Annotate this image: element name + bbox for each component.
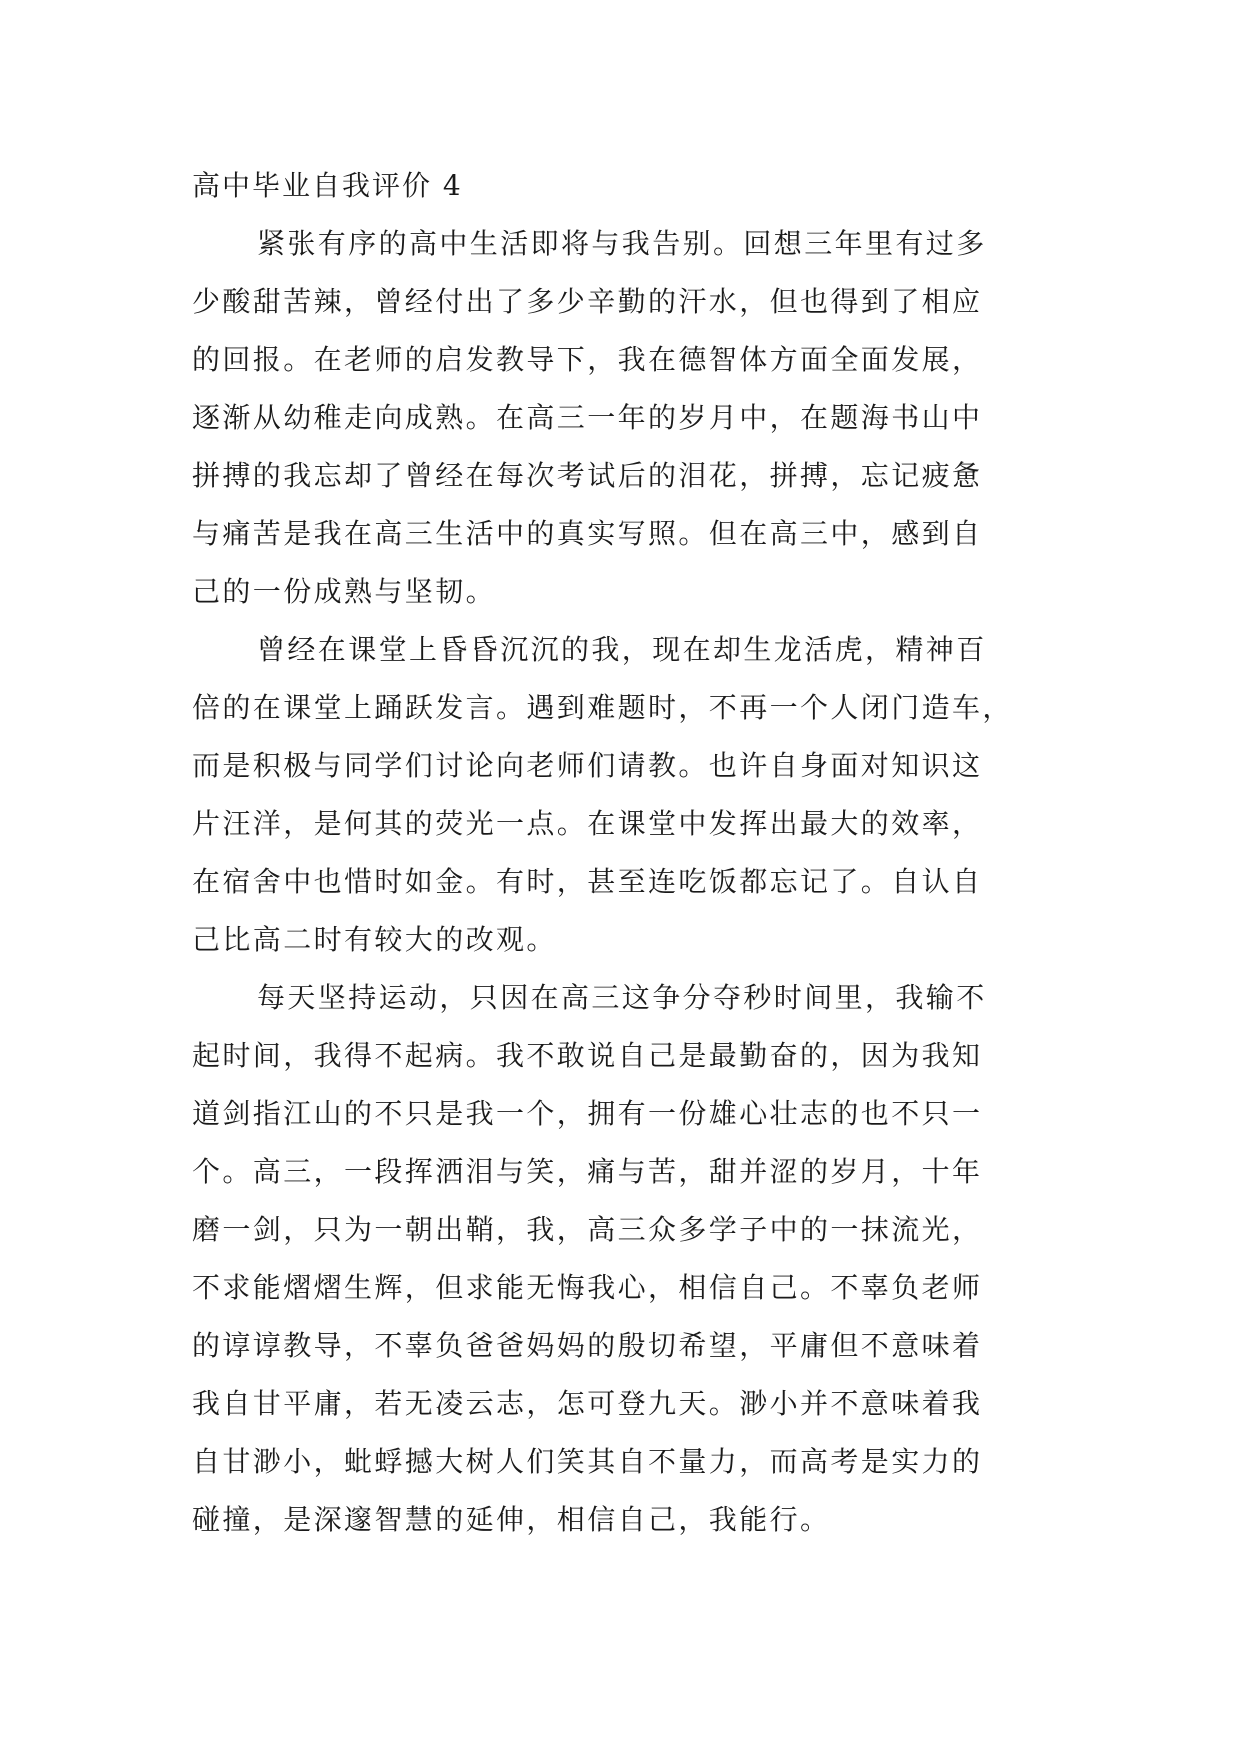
paragraph-line: 个。高三，一段挥洒泪与笑，痛与苦，甜并涩的岁月，十年 — [192, 1155, 983, 1188]
paragraph-line: 道剑指江山的不只是我一个，拥有一份雄心壮志的也不只一 — [192, 1097, 983, 1130]
paragraph-line: 逐渐从幼稚走向成熟。在高三一年的岁月中，在题海书山中 — [192, 401, 983, 434]
paragraph-line: 不求能熠熠生辉，但求能无悔我心，相信自己。不辜负老师 — [192, 1271, 983, 1304]
paragraph-line: 在宿舍中也惜时如金。有时，甚至连吃饭都忘记了。自认自 — [192, 865, 983, 898]
paragraph-line: 的谆谆教导，不辜负爸爸妈妈的殷切希望，平庸但不意味着 — [192, 1329, 983, 1362]
paragraph-line: 自甘渺小，蚍蜉撼大树人们笑其自不量力，而高考是实力的 — [192, 1445, 983, 1478]
paragraph-line: 少酸甜苦辣，曾经付出了多少辛勤的汗水，但也得到了相应 — [192, 285, 983, 318]
paragraph-line: 的回报。在老师的启发教导下，我在德智体方面全面发展， — [192, 343, 983, 376]
paragraph-line: 己的一份成熟与坚韧。 — [192, 575, 497, 608]
paragraph-line: 与痛苦是我在高三生活中的真实写照。但在高三中，感到自 — [192, 517, 983, 550]
paragraph-line: 每天坚持运动，只因在高三这争分夺秒时间里，我输不 — [257, 981, 987, 1014]
paragraph-line: 倍的在课堂上踊跃发言。遇到难题时，不再一个人闭门造车， — [192, 691, 1013, 724]
paragraph-line: 我自甘平庸，若无凌云志，怎可登九天。渺小并不意味着我 — [192, 1387, 983, 1420]
paragraph-line: 己比高二时有较大的改观。 — [192, 923, 557, 956]
paragraph-line: 拼搏的我忘却了曾经在每次考试后的泪花，拼搏，忘记疲惫 — [192, 459, 983, 492]
paragraph-line: 而是积极与同学们讨论向老师们请教。也许自身面对知识这 — [192, 749, 983, 782]
paragraph-line: 磨一剑，只为一朝出鞘，我，高三众多学子中的一抹流光， — [192, 1213, 983, 1246]
paragraph-line: 起时间，我得不起病。我不敢说自己是最勤奋的，因为我知 — [192, 1039, 983, 1072]
paragraph-line: 曾经在课堂上昏昏沉沉的我，现在却生龙活虎，精神百 — [257, 633, 987, 666]
paragraph-line: 碰撞，是深邃智慧的延伸，相信自己，我能行。 — [192, 1503, 831, 1536]
document-title: 高中毕业自我评价 4 — [192, 169, 463, 202]
paragraph-line: 片汪洋，是何其的荧光一点。在课堂中发挥出最大的效率， — [192, 807, 983, 840]
paragraph-line: 紧张有序的高中生活即将与我告别。回想三年里有过多 — [257, 227, 987, 260]
